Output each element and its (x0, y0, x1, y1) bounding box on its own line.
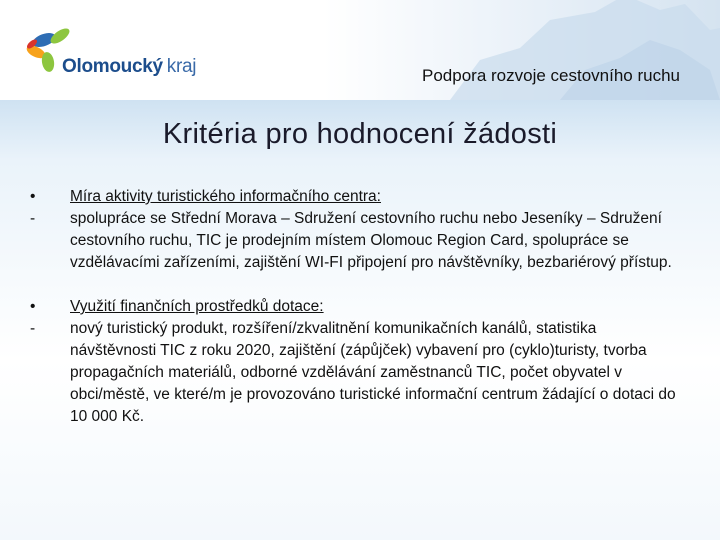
header-banner (0, 0, 720, 100)
header-subtitle: Podpora rozvoje cestovního ruchu (422, 66, 680, 85)
logo-brand-text: Olomoucký (62, 56, 163, 77)
criteria-item (28, 296, 678, 428)
logo-region-text: kraj (166, 56, 197, 77)
criteria-heading: Využití finančních prostředků dotace: (70, 298, 324, 315)
criteria-detail: spolupráce se Střední Morava – Sdružení cestovního ruchu nebo Jeseníky – Sdružení cestovního ruchu, TIC je prodejním místem Olomouc Region Card, spolupráce se vzdělávacími zařízeními, zajištění WI-FI připojení pro návštěvníky, bezbariérový přístup. (70, 210, 672, 271)
slide-title: Kritéria pro hodnocení žádosti (162, 118, 558, 150)
logo-wordmark (62, 56, 196, 78)
olomoucky-kraj-logo (26, 26, 206, 80)
bullet-marker: • (30, 298, 36, 315)
criteria-detail: nový turistický produkt, rozšíření/zkvalitnění komunikačních kanálů, statistika návštěvnosti TIC z roku 2020, zajištění (zápůjček) vybavení pro (cyklo)turisty, tvorba propagačních materiálů, odborné vzdělávání zaměstnanců TIC, počet obyvatel v obci/městě, ve které/m je provozováno turistické informační centrum žádající o dotaci do 10 000 Kč. (70, 320, 676, 425)
dash-marker: - (30, 210, 36, 227)
bullet-marker: • (30, 188, 36, 205)
criteria-heading: Míra aktivity turistického informačního centra: (70, 188, 381, 205)
criteria-list (28, 186, 678, 450)
criteria-item (28, 186, 678, 274)
dash-marker: - (30, 320, 36, 337)
